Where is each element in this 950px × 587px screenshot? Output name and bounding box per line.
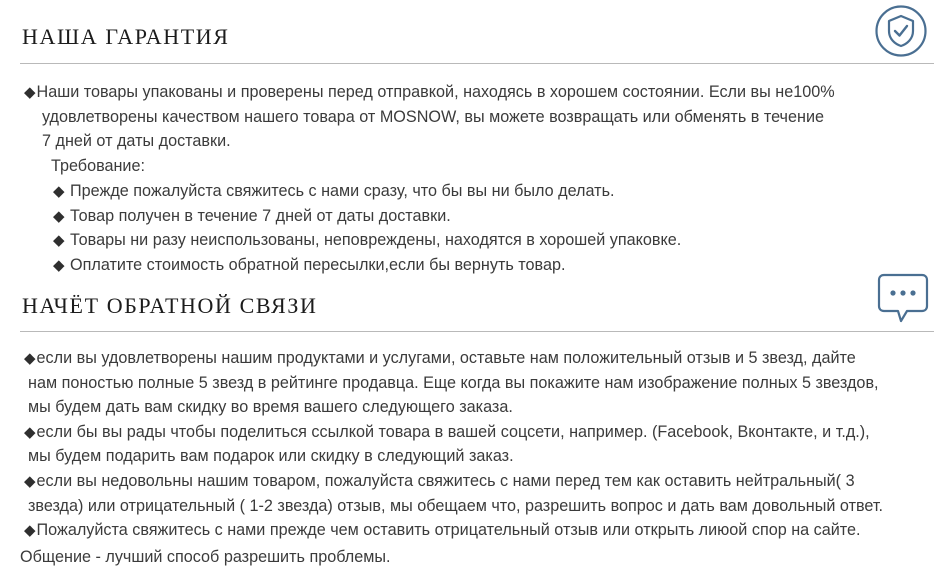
- requirements-list: [53, 179, 681, 277]
- feedback-divider: [20, 331, 934, 332]
- requirement-label: Требование:: [51, 157, 145, 175]
- requirement-item: ◆ Товары ни разу неиспользованы, неповреждены, находятся в хорошей упаковке.: [53, 231, 682, 250]
- requirement-item: ◆ Прежде пожалуйста свяжитесь с нами сразу, что бы вы ни было делать.: [53, 182, 615, 200]
- feedback-p4-line: ◆Пожалуйста свяжитесь с нами прежде чем оставить отрицательный отзыв или открыть лиюой спор на сайте.: [24, 521, 861, 540]
- feedback-p2-line-2: мы будем подарить вам подарок или скидку в следующий заказ.: [28, 447, 514, 466]
- guarantee-divider: [20, 63, 934, 64]
- shield-check-icon: [874, 4, 928, 58]
- guarantee-intro: [24, 80, 835, 154]
- bullet-diamond-icon: ◆: [24, 350, 36, 367]
- feedback-closing: Общение - лучший способ разрешить проблемы.: [20, 548, 391, 566]
- bullet-diamond-icon: ◆: [24, 472, 36, 490]
- bullet-diamond-icon: ◆: [53, 183, 65, 200]
- chat-bubble-icon: [876, 271, 930, 325]
- feedback-p2-line-1: ◆если бы вы рады чтобы поделиться ссылкой товара в вашей соцсети, например. (Facebook, Вконтакте, и т.д.),: [24, 422, 870, 441]
- bullet-diamond-icon: ◆: [53, 256, 65, 274]
- requirement-item: ◆ Оплатите стоимость обратной пересылки,если бы вернуть товар.: [53, 255, 566, 274]
- guarantee-intro-line-2: удовлетворены качеством нашего товара от MOSNOW, вы можете возвращать или обменять в течение: [42, 107, 824, 126]
- feedback-p3-line-2: звезда) или отрицательный ( 1-2 звезда) отзыв, мы обещаем что, разрешить вопрос и дать вам довольный ответ.: [28, 496, 883, 515]
- feedback-p1-line-1: ◆если вы удовлетворены нашим продуктами и услугами, оставьте нам положительный отзыв и 5 звезд, дайте: [24, 349, 856, 367]
- guarantee-intro-line-1: ◆Наши товары упакованы и проверены перед отправкой, находясь в хорошем состоянии. Если вы не100%: [24, 83, 835, 101]
- guarantee-title: НАША ГАРАНТИЯ: [22, 24, 230, 49]
- bullet-diamond-icon: ◆: [24, 522, 36, 540]
- feedback-p1-line-3: мы будем дать вам скидку во время вашего следующего заказа.: [28, 398, 513, 417]
- guarantee-intro-line-3: 7 дней от даты доставки.: [42, 132, 231, 151]
- feedback-body: [24, 346, 883, 543]
- requirement-item: ◆ Товар получен в течение 7 дней от даты доставки.: [53, 206, 451, 225]
- bullet-diamond-icon: ◆: [53, 207, 65, 225]
- bullet-diamond-icon: ◆: [24, 423, 36, 441]
- feedback-p3-line-1: ◆если вы недовольны нашим товаром, пожалуйста свяжитесь с нами перед тем как оставить нейтральный( 3: [24, 471, 855, 490]
- feedback-title: НАЧЁТ ОБРАТНОЙ СВЯЗИ: [22, 293, 318, 318]
- bullet-diamond-icon: ◆: [53, 232, 65, 250]
- feedback-p1-line-2: нам понoстью полные 5 звезд в рейтинге продавца. Еще когда вы покажите нам изображение полных 5 звездов,: [28, 373, 879, 392]
- bullet-diamond-icon: ◆: [24, 84, 36, 101]
